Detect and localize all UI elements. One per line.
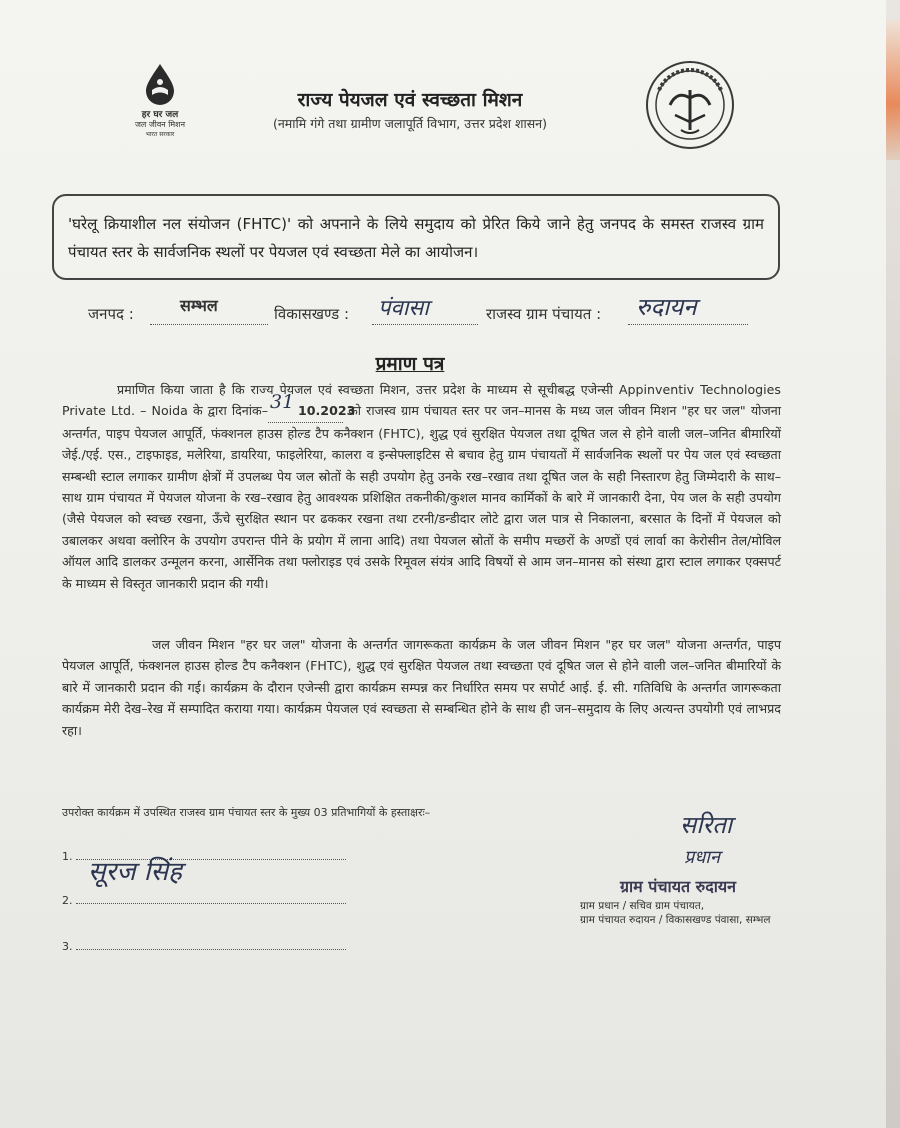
para1-after-date: को राजस्व ग्राम पंचायत स्तर पर जन–मानस के मध्य जल जीवन मिशन "हर घर जल" योजना अन्तर्गत, पाइप पेयजल आपूर्ति, फंक्शनल हाउस होल्ड टैप कनैक्शन (FHTC), शुद्ध एवं सुरक्षित पेयजल तथा दूषित जल से होने वाली जल–जनित बीमारियों जेई./एई. एस., टाइफाइड, मलेरिया, डायरिया, फाइलेरिया, कालरा व इन्सेफ्लाइटिस से बचाव हेतु ग्राम पंचायतों में सार्वजनिक स्थलों पर पेय जल एवं स्वच्छता सम्बन्धी स्टाल लगाकर ग्रामीण क्षेत्रों में उपलब्ध पेय जल स्रोतों के सही उपयोग हेतु उनके रख–रखाव तथा दूषित जल के सही निस्तारण हेतु जिम्मेदारी के साथ–साथ ग्राम पंचायत में पेयजल योजना के रख–रखाव हेतु आवश्यक प्रशिक्षित तकनीकी/कुशल मानव कार्मिकों के बारे में जानकारी देना, पेय जल के सही उपयोग (जैसे पेयजल को स्वच्छ रखना, ऊँचे सुरक्षित स्थान पर ढककर रखना तथा टरनी/डन्डीदार लोटे द्वारा जल पात्र से निकालना, बरसात के दिनों में पेयजल को उबालकर अथवा क्लोरिन के उपयोग उपरान्त पीने के प्रयोग में लाना आदि) तथा पेयजल स्रोतों के समीप मच्छरों के अण्डों एवं लार्वा का केरोसीन तेल/मोविल ऑयल आदि डालकर उन्मूलन करना, आर्सेनिक तथा फ्लोराइड एवं उसके रिमूवल संयंत्र आदि विषयों से आम जन–मानस को संस्था द्वारा स्टाल लगाकर एक्सपर्ट के माध्यम से विस्तृत जानकारी प्रदान की गयी। <box>62 403 781 591</box>
location-fields <box>88 293 788 332</box>
participant-number: 2. <box>62 894 73 907</box>
block-value: पंवासा <box>378 296 429 321</box>
participants-note: उपरोक्त कार्यक्रम में उपस्थित राजस्व ग्राम पंचायत स्तर के मुख्य 03 प्रतिभागियों के हस्ताक्षरः– <box>62 806 431 819</box>
background-orange-fabric <box>886 20 900 160</box>
para2-text: जल जीवन मिशन "हर घर जल" योजना के अन्तर्गत जागरूकता कार्यक्रम के जल जीवन मिशन "हर घर जल" योजना अन्तर्गत, पाइप पेयजल आपूर्ति, फंक्शनल हाउस होल्ड टैप कनैक्शन (FHTC), शुद्ध एवं सुरक्षित पेयजल तथा स्वच्छता एवं दूषित जल से होने वाली जल–जनित बीमारियों के बारे में जानकारी प्रदान की गई। कार्यक्रम के दौरान एजेन्सी द्वारा कार्यक्रम सम्पन्न कर निर्धारित समय पर सपोर्ट आई. ई. सी. गतिविधि के अन्तर्गत जागरूकता कार्यक्रम मेरी देख–रेख में सम्पादित कराया गया। कार्यक्रम पेयजल एवं स्वच्छता से सम्बन्धित होने के साथ ही जन–समुदाय के लिए अत्यन्त उपयोगी एवं लाभप्रद रहा। <box>62 637 781 738</box>
panchayat-label: राजस्व ग्राम पंचायत : <box>486 305 602 323</box>
pradhan-stamp: ग्राम पंचायत रुदायन <box>620 877 737 896</box>
date-suffix: 10.2023 <box>298 403 356 419</box>
block-label: विकासखण्ड : <box>274 305 350 323</box>
signatory-name-handwritten: सरिता <box>680 811 733 839</box>
logo-line-2: जल जीवन मिशन <box>134 120 186 129</box>
certificate-paragraph-1 <box>62 379 781 594</box>
date-slot <box>268 391 356 422</box>
participant-number: 1. <box>62 850 73 863</box>
background-edge <box>886 0 900 1128</box>
certificate-title: प्रमाण पत्र <box>375 353 445 375</box>
participant-row <box>62 940 346 953</box>
participant-1-signature: सूरज सिंह <box>88 857 182 887</box>
signatory-title-handwritten: प्रधान <box>684 847 720 868</box>
logo-line-1: हर घर जल <box>141 110 179 120</box>
mission-title: राज्य पेयजल एवं स्वच्छता मिशन <box>297 89 523 111</box>
participant-number: 3. <box>62 940 73 953</box>
signatory-printed-line-1: ग्राम प्रधान / सचिव ग्राम पंचायत, <box>580 900 705 912</box>
janpad-value: सम्भल <box>180 296 218 315</box>
certificate-paragraph-2 <box>62 634 781 741</box>
participant-row <box>62 894 346 907</box>
signatory-block <box>580 808 820 927</box>
date-handwritten: 31 <box>270 391 295 414</box>
event-banner: 'घरेलू क्रियाशील नल संयोजन (FHTC)' को अपनाने के लिये समुदाय को प्रेरित किये जाने हेतु जनपद के समस्त राजस्व ग्राम पंचायत स्तर के सार्वजनिक स्थलों पर पेयजल एवं स्वच्छता मेले का आयोजन। <box>52 194 780 280</box>
logo-line-3: भारत सरकार <box>145 131 175 138</box>
para1-before-date: प्रमाणित किया जाता है कि राज्य पेयजल एवं स्वच्छता मिशन, उत्तर प्रदेश के माध्यम से सूचीबद्ध एजेन्सी Appinventiv Technologies Private Ltd. – Noida के द्वारा दिनांक– <box>62 382 781 419</box>
signatory-printed-line-2: ग्राम पंचायत रुदायन / विकासखण्ड पंवासा, सम्भल <box>580 914 771 926</box>
janpad-label: जनपद : <box>88 305 134 323</box>
mission-subtitle: (नमामि गंगे तथा ग्रामीण जलापूर्ति विभाग, उत्तर प्रदेश शासन) <box>272 116 547 131</box>
panchayat-value: रुदायन <box>636 293 697 321</box>
